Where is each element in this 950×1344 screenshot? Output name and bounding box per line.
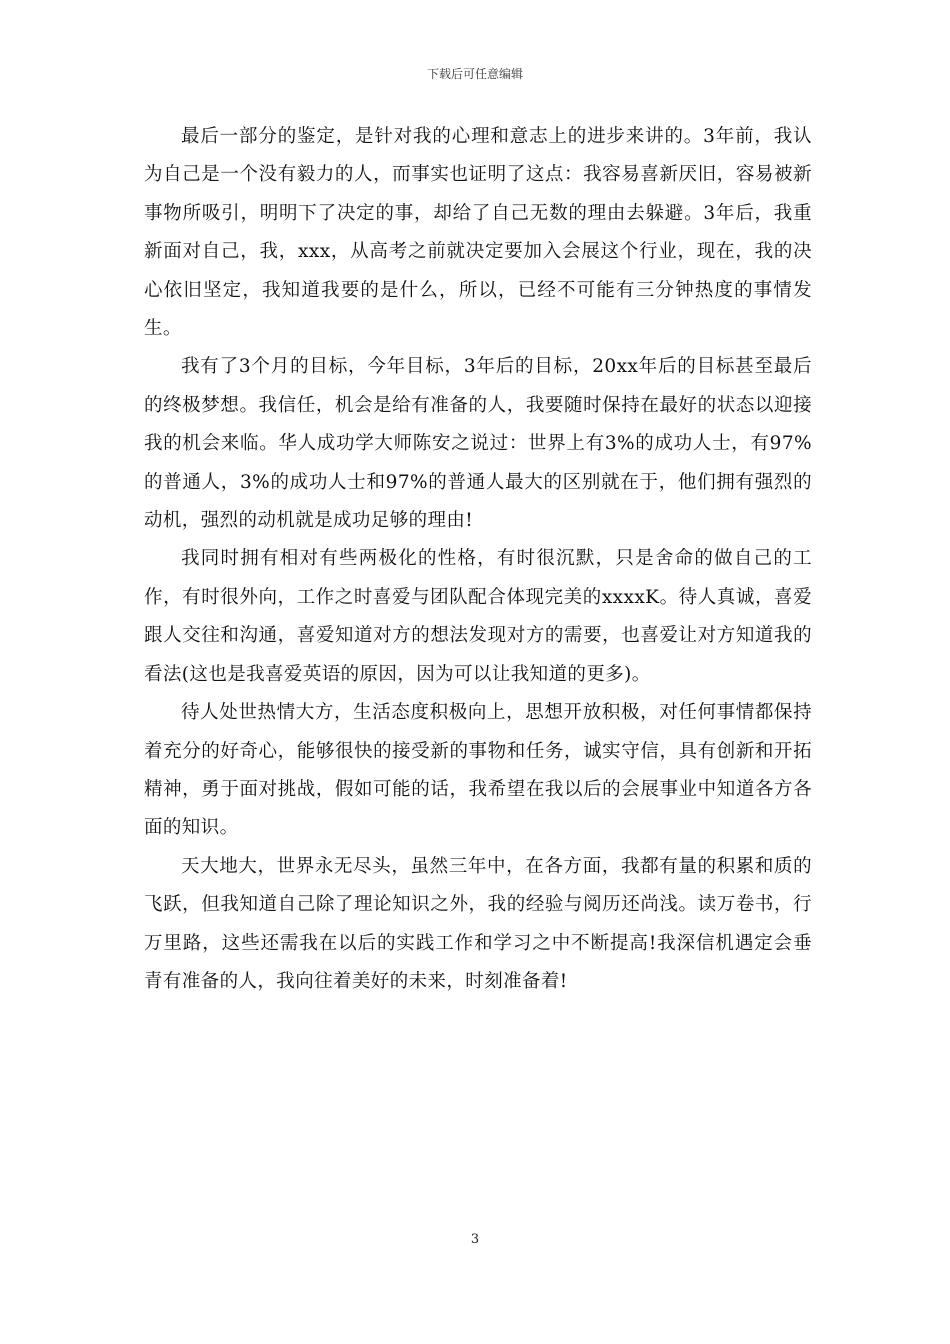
paragraph-4: 待人处世热情大方，生活态度积极向上，思想开放积极，对任何事情都保持着充分的好奇心，能够很快的接受新的事物和任务，诚实守信，具有创新和开拓精神，勇于面对挑战，假如可能的话，我希望在我以后的会展事业中知道各方各面的知识。 <box>144 702 812 839</box>
paragraph-1: 最后一部分的鉴定，是针对我的心理和意志上的进步来讲的。3年前，我认为自己是一个没有毅力的人，而事实也证明了这点：我容易喜新厌旧，容易被新事物所吸引，明明下了决定的事，却给了自己无数的理由去躲避。3年后，我重新面对自己，我，xxx，从高考之前就决定要加入会展这个行业，现在，我的决心依旧坚定，我知道我要的是什么，所以，已经不可能有三分钟热度的事情发生。 <box>144 126 812 340</box>
document-body <box>144 118 812 1001</box>
page-header: 下载后可任意编辑 <box>426 67 523 81</box>
paragraph-5: 天大地大，世界永无尽头，虽然三年中，在各方面，我都有量的积累和质的飞跃，但我知道自己除了理论知识之外，我的经验与阅历还尚浅。读万卷书，行万里路，这些还需我在以后的实践工作和学习之中不断提高!我深信机遇定会垂青有准备的人，我向往着美好的未来，时刻准备着! <box>144 855 812 992</box>
paragraph-2: 我有了3个月的目标，今年目标，3年后的目标，20xx年后的目标甚至最后的终极梦想。我信任，机会是给有准备的人，我要随时保持在最好的状态以迎接我的机会来临。华人成功学大师陈安之说过：世界上有3%的成功人士，有97%的普通人，3%的成功人士和97%的普通人最大的区别就在于，他们拥有强烈的动机，强烈的动机就是成功足够的理由! <box>144 356 812 532</box>
page-number: 3 <box>470 1232 480 1247</box>
paragraph-3: 我同时拥有相对有些两极化的性格，有时很沉默，只是舍命的做自己的工作，有时很外向，工作之时喜爱与团队配合体现完美的xxxxK。待人真诚，喜爱跟人交往和沟通，喜爱知道对方的想法发现对方的需要，也喜爱让对方知道我的看法(这也是我喜爱英语的原因，因为可以让我知道的更多)。 <box>144 548 812 685</box>
